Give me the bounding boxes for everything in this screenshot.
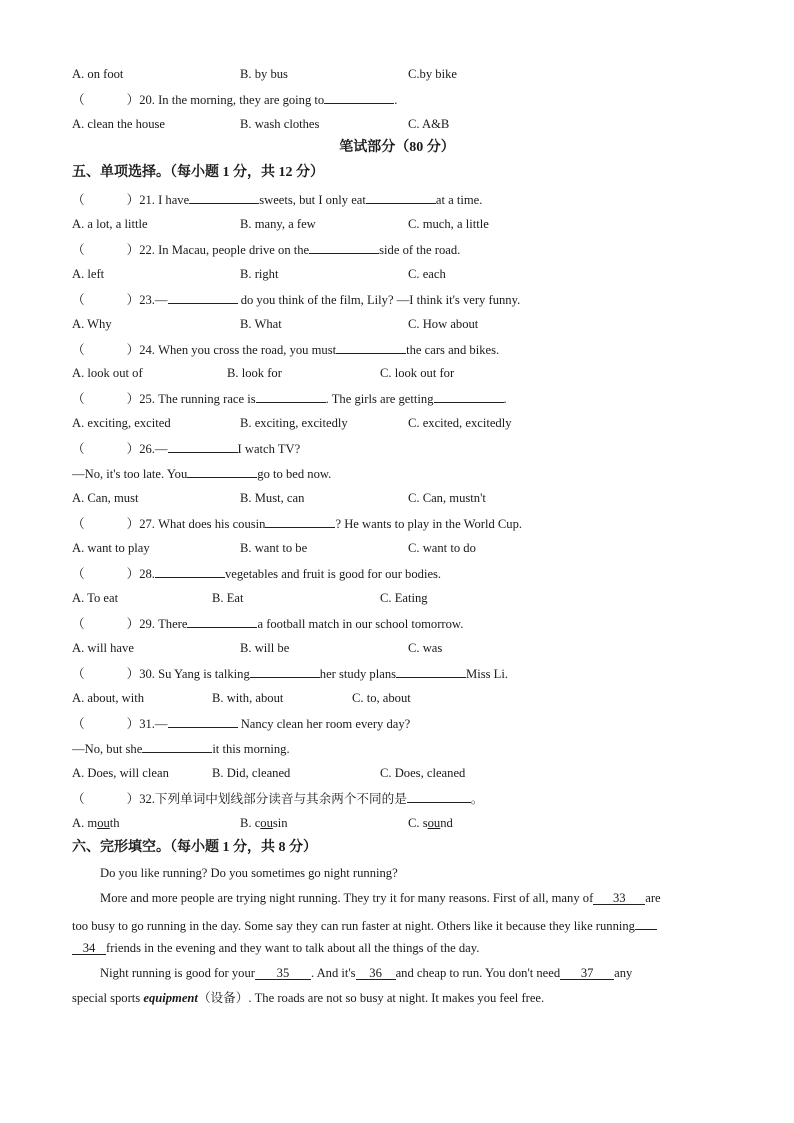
passage-text: More and more people are trying night running. They try it for many reasons. First of all, many of (100, 891, 594, 905)
question-20 (72, 91, 397, 108)
question-23: （ ）23.— do you think of the film, Lily? —I think it's very funny. (72, 293, 521, 307)
q20-option-c: C. A&B (408, 117, 450, 131)
passage-line-1: Do you like running? Do you sometimes go night running? (100, 866, 398, 880)
question-text: a football match in our school tomorrow. (257, 617, 464, 631)
question-text: Nancy clean her room every day? (240, 717, 411, 731)
passage-text: friends in the evening and they want to talk about all the things of the day. (106, 941, 480, 955)
question-24: （ ）24. When you cross the road, you must the cars and bikes. (72, 343, 500, 357)
passage-line-5 (100, 965, 750, 981)
q31-option-b: B. Did, cleaned (212, 766, 291, 780)
question-text: at a time. (435, 193, 483, 207)
answer-paren-left: （ (72, 93, 85, 107)
question-32: （ ）32.下列单词中划线部分读音与其余两个不同的是 。 (72, 792, 484, 806)
question-text: . (503, 392, 507, 406)
question-text: vegetables and fruit is good for our bodies. (224, 567, 442, 581)
question-26: （ ）26.— I watch TV? (72, 442, 301, 456)
answer-blank[interactable] (396, 665, 466, 678)
question-29: （ ）29. There a football match in our school tomorrow. (72, 617, 464, 631)
q21-option-c: C. much, a little (408, 217, 489, 231)
passage-text: and cheap to run. You don't need (395, 966, 561, 980)
answer-blank[interactable] (366, 191, 436, 204)
option-text: nd (440, 816, 453, 830)
question-text: 30. Su Yang is talking (139, 667, 250, 681)
q26-option-a: A. Can, must (72, 491, 139, 505)
underlined-letters: ou (97, 816, 110, 830)
answer-blank[interactable] (336, 341, 406, 354)
q23-option-b: B. What (240, 317, 282, 331)
question-31-reply (72, 740, 290, 757)
q28-option-c: C. Eating (380, 591, 428, 605)
question-22: （ ）22. In Macau, people drive on the side of the road. (72, 243, 461, 257)
option-text: B. c (240, 816, 261, 830)
q19-option-b: B. by bus (240, 67, 288, 81)
blank-34-start[interactable] (635, 915, 657, 930)
option-text: th (109, 816, 120, 830)
question-text: 22. In Macau, people drive on the (139, 243, 310, 257)
question-30: （ ）30. Su Yang is talking her study plans Miss Li. (72, 667, 509, 681)
q30-option-a: A. about, with (72, 691, 145, 705)
question-26-reply (72, 465, 331, 482)
question-text: side of the road. (379, 243, 461, 257)
passage-text: Night running is good for your (100, 966, 255, 980)
option-text: C. s (408, 816, 428, 830)
q29-option-a: A. will have (72, 641, 134, 655)
option-text: A. m (72, 816, 98, 830)
question-text: go to bed now. (257, 467, 332, 481)
q25-option-b: B. exciting, excitedly (240, 416, 348, 430)
question-text: 20. In the morning, they are going to (139, 93, 325, 107)
q22-option-b: B. right (240, 267, 279, 281)
answer-blank[interactable] (250, 665, 320, 678)
q29-option-b: B. will be (240, 641, 290, 655)
answer-blank[interactable] (434, 390, 504, 403)
q28-option-a: A. To eat (72, 591, 119, 605)
answer-blank[interactable] (309, 241, 379, 254)
question-25: （ ）25. The running race is . The girls are getting . (72, 392, 507, 406)
answer-blank[interactable] (407, 790, 471, 803)
answer-blank[interactable] (142, 740, 212, 753)
question-text: . The girls are getting (325, 392, 434, 406)
question-text: 23.— (139, 293, 168, 307)
q23-option-c: C. How about (408, 317, 479, 331)
q19-option-a: A. on foot (72, 67, 124, 81)
q30-option-c: C. to, about (352, 691, 411, 705)
q22-option-a: A. left (72, 267, 105, 281)
answer-blank[interactable] (256, 390, 326, 403)
question-text: 24. When you cross the road, you must (139, 343, 337, 357)
answer-blank[interactable] (168, 440, 238, 453)
q28-option-b: B. Eat (212, 591, 244, 605)
question-text: —No, it's too late. You (72, 467, 188, 481)
question-text: 28. (139, 567, 155, 581)
q25-option-a: A. exciting, excited (72, 416, 171, 430)
passage-text: special sports (72, 991, 141, 1005)
question-text: 27. What does his cousin (139, 517, 266, 531)
question-text: sweets, but I only eat (259, 193, 366, 207)
question-text: 29. There (139, 617, 188, 631)
q22-option-c: C. each (408, 267, 446, 281)
question-text: ? He wants to play in the World Cup. (335, 517, 523, 531)
passage-text: . And it's (310, 966, 356, 980)
question-27: （ ）27. What does his cousin ? He wants to play in the World Cup. (72, 517, 523, 531)
question-text: the cars and bikes. (406, 343, 500, 357)
question-21: （ ）21. I have sweets, but I only eat at a time. (72, 193, 483, 207)
question-text: 26.— (139, 442, 168, 456)
blank-35[interactable]: 35 (255, 965, 311, 980)
q19-option-c: C.by bike (408, 67, 457, 81)
q27-option-b: B. want to be (240, 541, 308, 555)
q20-option-b: B. wash clothes (240, 117, 320, 131)
answer-blank[interactable] (189, 191, 259, 204)
answer-paren-right: ） (126, 93, 140, 107)
option-text: sin (272, 816, 288, 830)
q32-option-b (240, 815, 288, 831)
underlined-letters: ou (260, 816, 273, 830)
answer-blank[interactable] (168, 715, 238, 728)
section-6-heading: 六、完形填空。（每小题 1 分，共 8 分） (72, 840, 317, 855)
answer-blank[interactable] (168, 291, 238, 304)
question-text: 32.下列单词中划线部分读音与其余两个不同的是 (139, 792, 407, 806)
passage-line-4 (72, 940, 722, 956)
q32-option-c (408, 815, 453, 831)
q26-option-c: C. Can, mustn't (408, 491, 486, 505)
q30-option-b: B. with, about (212, 691, 284, 705)
q26-option-b: B. Must, can (240, 491, 305, 505)
question-text: Miss Li. (466, 667, 509, 681)
q27-option-c: C. want to do (408, 541, 476, 555)
question-text: it this morning. (212, 742, 290, 756)
blank-36[interactable]: 36 (356, 965, 396, 980)
written-part-title: 笔试部分（80 分） (339, 140, 455, 155)
answer-blank[interactable] (324, 91, 394, 104)
q31-option-c: C. Does, cleaned (380, 766, 466, 780)
question-28: （ ）28. vegetables and fruit is good for our bodies. (72, 567, 442, 581)
q24-option-c: C. look out for (380, 366, 455, 380)
question-text: do you think of the film, Lily? —I think it's very funny. (240, 293, 521, 307)
q24-option-a: A. look out of (72, 366, 143, 380)
question-text: . (394, 93, 398, 107)
question-text: 31.— (139, 717, 168, 731)
passage-line-2 (100, 890, 750, 906)
question-text: 。 (470, 792, 484, 806)
question-text: her study plans (319, 667, 397, 681)
passage-line-6 (72, 990, 722, 1006)
answer-blank[interactable] (155, 565, 225, 578)
q27-option-a: A. want to play (72, 541, 150, 555)
section-5-heading: 五、单项选择。（每小题 1 分，共 12 分） (72, 165, 324, 180)
q32-option-a (72, 815, 120, 831)
question-text: —No, but she (72, 742, 143, 756)
passage-text: （设备）. The roads are not so busy at night. It makes you feel free. (197, 991, 545, 1005)
answer-blank[interactable] (187, 615, 257, 628)
question-31: （ ）31.— Nancy clean her room every day? (72, 717, 411, 731)
q31-option-a: A. Does, will clean (72, 766, 169, 780)
q21-option-a: A. a lot, a little (72, 217, 148, 231)
question-text: 25. The running race is (139, 392, 256, 406)
q24-option-b: B. look for (227, 366, 282, 380)
q25-option-c: C. excited, excitedly (408, 416, 512, 430)
underlined-letters: ou (427, 816, 441, 830)
answer-blank[interactable] (265, 515, 335, 528)
answer-blank[interactable] (187, 465, 257, 478)
passage-text: any (614, 966, 633, 980)
question-text: I watch TV? (237, 442, 301, 456)
q20-option-a: A. clean the house (72, 117, 166, 131)
q29-option-c: C. was (408, 641, 443, 655)
blank-33[interactable]: 33 (593, 890, 645, 905)
q21-option-b: B. many, a few (240, 217, 316, 231)
passage-text: are (645, 891, 661, 905)
blank-34[interactable]: 34 (72, 940, 106, 955)
question-text: 21. I have (139, 193, 190, 207)
blank-37[interactable]: 37 (560, 965, 614, 980)
passage-text: too busy to go running in the day. Some say they can run faster at night. Others like it because they like running (72, 919, 635, 933)
passage-line-3 (72, 915, 722, 934)
keyword-equipment: equipment (143, 991, 198, 1005)
q23-option-a: A. Why (72, 317, 112, 331)
